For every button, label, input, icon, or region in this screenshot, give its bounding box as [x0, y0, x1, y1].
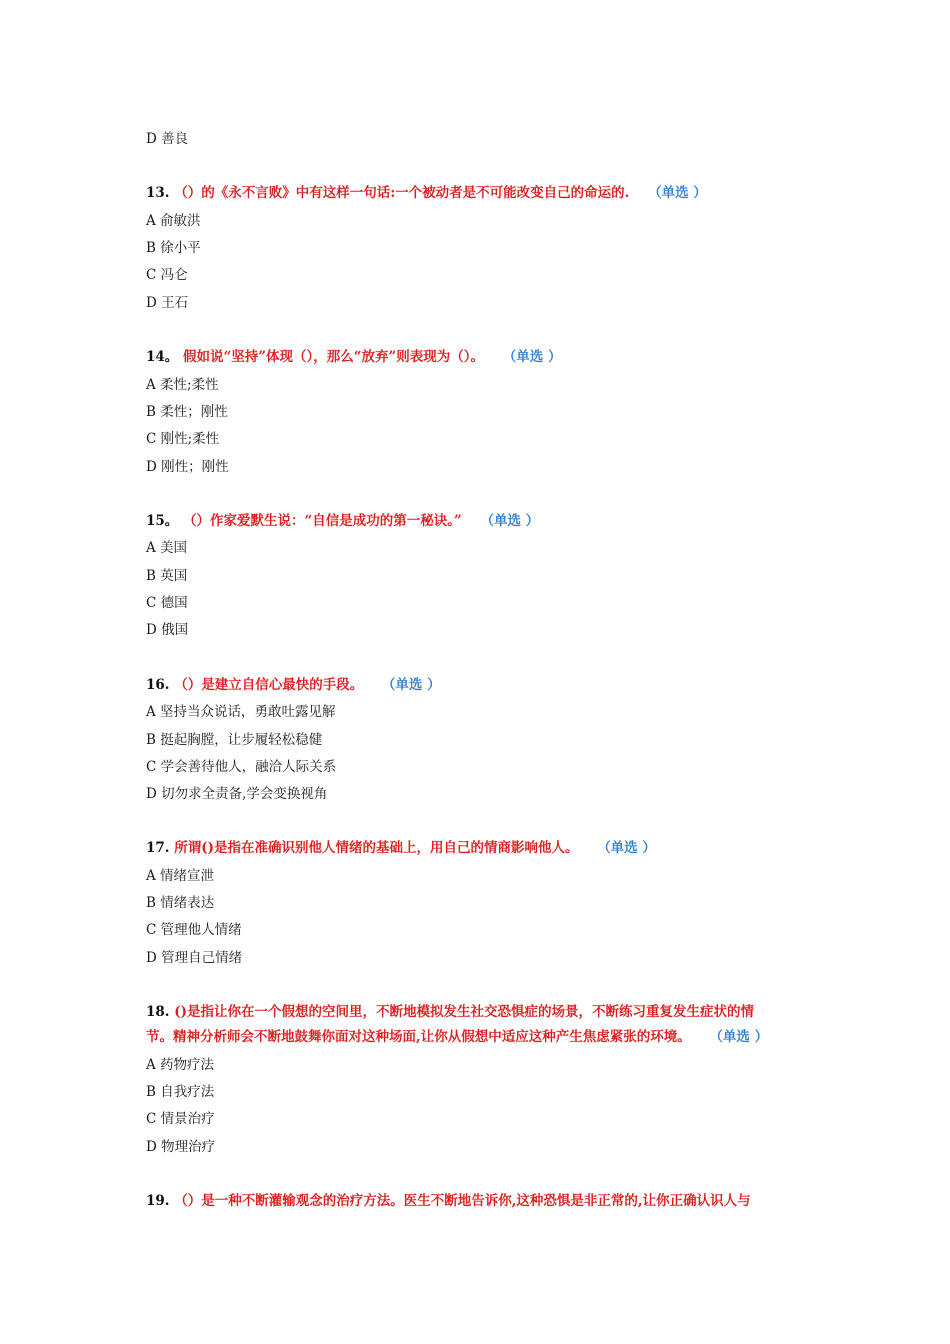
q17-option-a: A 情绪宣泄: [146, 868, 215, 884]
question-15-number: 15。: [146, 513, 179, 529]
question-17-type-tag: （单选 ）: [597, 840, 656, 856]
question-14: [146, 347, 561, 367]
q15-option-c: C 德国: [146, 595, 188, 611]
q13-option-d: D 王石: [146, 295, 189, 311]
question-18-text-line-1: ()是指让你在一个假想的空间里，不断地模拟发生社交恐惧症的场景，不断练习重复发生症状的情: [174, 1004, 754, 1020]
q15-option-b: B 英国: [146, 568, 188, 584]
question-13-type-tag: （单选 ）: [648, 185, 707, 201]
q17-option-c: C 管理他人情绪: [146, 922, 242, 938]
q16-option-b: B 挺起胸膛，让步履轻松稳健: [146, 732, 323, 748]
question-13: [146, 183, 707, 203]
question-16-text: （）是建立自信心最快的手段。: [174, 677, 364, 693]
question-19-text-line-1: （）是一种不断灌输观念的治疗方法。医生不断地告诉你,这种恐惧是非正常的,让你正确认识人与: [174, 1193, 751, 1209]
question-15: [146, 511, 539, 531]
q16-option-c: C 学会善待他人，融洽人际关系: [146, 759, 337, 775]
question-19: [146, 1191, 751, 1211]
q13-option-c: C 冯仑: [146, 267, 188, 283]
question-18-text-line-2: 节。精神分析师会不断地鼓舞你面对这种场面,让你从假想中适应这种产生焦虑紧张的环境。: [146, 1029, 691, 1045]
question-15-text: （）作家爱默生说：“自信是成功的第一秘诀。”: [183, 513, 462, 529]
q13-option-b: B 徐小平: [146, 240, 201, 256]
question-16-type-tag: （单选 ）: [381, 677, 441, 693]
q17-option-b: B 情绪表达: [146, 895, 215, 911]
question-14-type-tag: （单选 ）: [502, 349, 562, 365]
q18-option-a: A 药物疗法: [146, 1057, 215, 1073]
q16-option-d: D 切勿求全责备,学会变换视角: [146, 786, 328, 802]
question-16: [146, 675, 441, 695]
q13-option-a: A 俞敏洪: [146, 213, 201, 229]
question-18-line-1: [146, 1002, 754, 1022]
q18-option-d: D 物理治疗: [146, 1139, 216, 1155]
q18-option-b: B 自我疗法: [146, 1084, 215, 1100]
question-17-number: 17.: [146, 840, 170, 856]
question-13-number: 13.: [146, 185, 170, 201]
q14-option-d: D 刚性；刚性: [146, 459, 229, 475]
question-17: [146, 838, 656, 858]
prev-option-d: D 善良: [146, 131, 189, 147]
q18-option-c: C 情景治疗: [146, 1111, 215, 1127]
q15-option-d: D 俄国: [146, 622, 189, 638]
question-18-type-tag: （单选 ）: [709, 1029, 769, 1045]
question-16-number: 16.: [146, 677, 170, 693]
question-14-number: 14。: [146, 349, 179, 365]
question-18-line-2: [146, 1027, 768, 1047]
q15-option-a: A 美国: [146, 540, 188, 556]
question-19-number: 19.: [146, 1193, 170, 1209]
question-17-text: 所谓()是指在准确识别他人情绪的基础上，用自己的情商影响他人。: [174, 840, 579, 856]
q14-option-b: B 柔性；刚性: [146, 404, 228, 420]
q14-option-c: C 刚性;柔性: [146, 431, 220, 447]
q14-option-a: A 柔性;柔性: [146, 377, 219, 393]
question-14-text: 假如说“坚持”体现（），那么“放弃”则表现为（）。: [183, 349, 485, 365]
question-15-type-tag: （单选 ）: [480, 513, 540, 529]
q17-option-d: D 管理自己情绪: [146, 950, 243, 966]
q16-option-a: A 坚持当众说话，勇敢吐露见解: [146, 704, 336, 720]
question-18-number: 18.: [146, 1004, 170, 1020]
question-13-text: （）的《永不言败》中有这样一句话:一个被动者是不可能改变自己的命运的.: [174, 185, 630, 201]
